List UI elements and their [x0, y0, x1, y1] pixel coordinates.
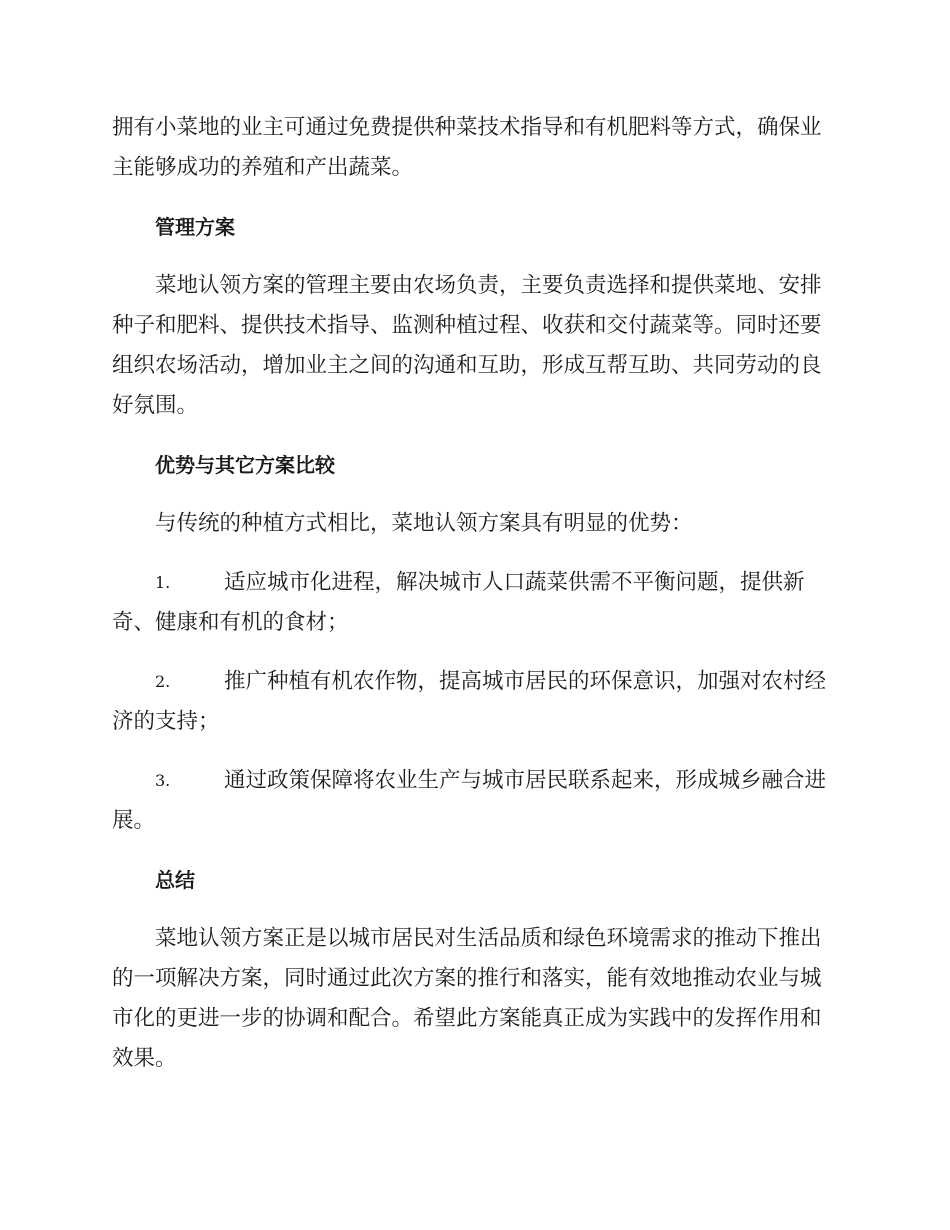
list-item-number: 2.	[155, 672, 171, 691]
list-item-text: 推广种植有机农作物，提高城市居民的环保意识，加强对农村经济的支持；	[112, 669, 827, 734]
list-item	[112, 563, 834, 643]
list-item-text: 通过政策保障将农业生产与城市居民联系起来，形成城乡融合进展。	[112, 768, 827, 833]
section-heading-management: 管理方案	[155, 215, 235, 239]
advantages-paragraph: 与传统的种植方式相比，菜地认领方案具有明显的优势：	[155, 511, 693, 536]
list-item-text: 适应城市化进程，解决城市人口蔬菜供需不平衡问题，提供新奇、健康和有机的食材；	[112, 570, 805, 635]
document-page	[112, 108, 834, 1098]
section-heading-summary: 总结	[155, 868, 195, 892]
list-item-number: 1.	[155, 573, 171, 592]
intro-paragraph: 拥有小菜地的业主可通过免费提供种菜技术指导和有机肥料等方式，确保业主能够成功的养殖和产出蔬菜。	[112, 115, 822, 180]
section-heading-advantages: 优势与其它方案比较	[155, 453, 335, 477]
summary-paragraph: 菜地认领方案正是以城市居民对生活品质和绿色环境需求的推动下推出的一项解决方案，同时通过此次方案的推行和落实，能有效地推动农业与城市化的更进一步的协调和配合。希望此方案能真正成为实践中的发挥作用和效果。	[112, 926, 822, 1071]
list-item	[112, 761, 834, 841]
list-item	[112, 662, 834, 742]
list-item-number: 3.	[155, 771, 171, 790]
management-paragraph: 菜地认领方案的管理主要由农场负责，主要负责选择和提供菜地、安排种子和肥料、提供技术指导、监测种植过程、收获和交付蔬菜等。同时还要组织农场活动，增加业主之间的沟通和互助，形成互帮互助、共同劳动的良好氛围。	[112, 273, 822, 418]
